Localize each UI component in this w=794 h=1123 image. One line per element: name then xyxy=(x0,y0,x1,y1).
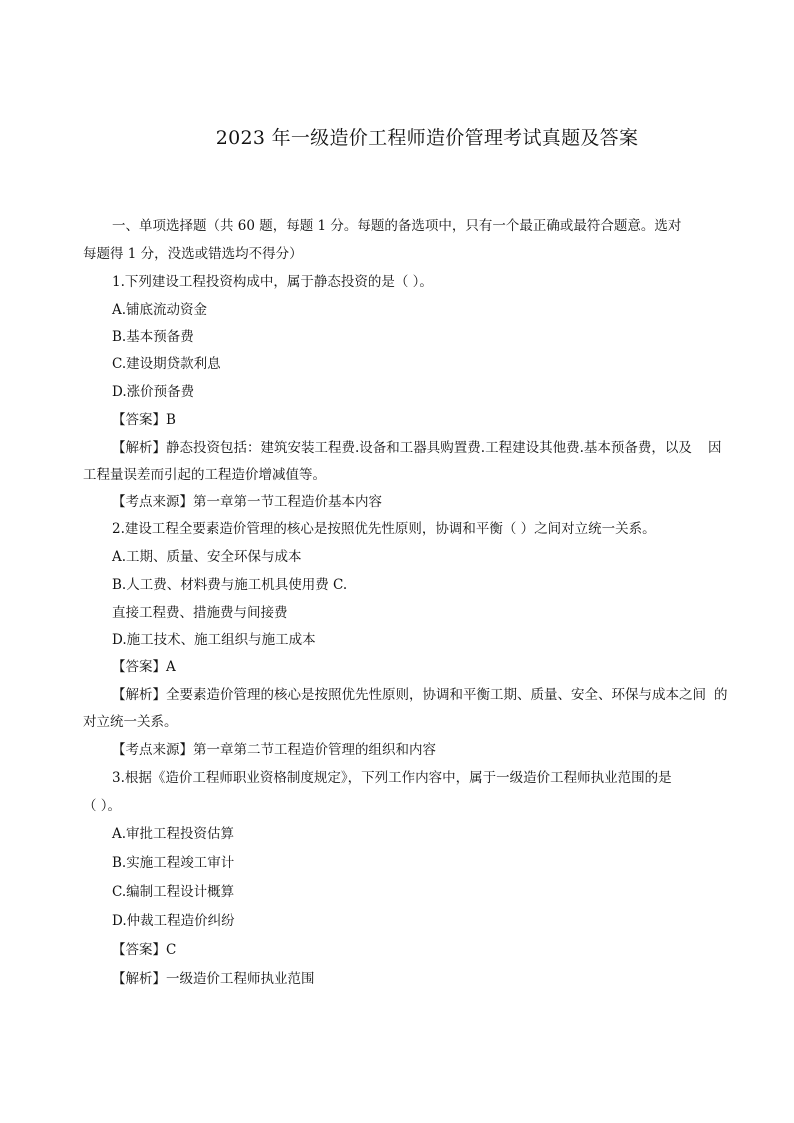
q3-option-c: C.编制工程设计概算 xyxy=(112,884,235,900)
q3-option-a: A.审批工程投资估算 xyxy=(112,826,235,842)
q3-option-b: B.实施工程竣工审计 xyxy=(112,855,235,871)
document-title: 2023 年一级造价工程师造价管理考试真题及答案 xyxy=(215,127,639,149)
q1-answer: 【答案】B xyxy=(112,412,176,428)
q2-source: 【考点来源】第一章第二节工程造价管理的组织和内容 xyxy=(112,742,436,758)
q2-analysis-line-1: 【解析】全要素造价管理的核心是按照优先性原则，协调和平衡工期、质量、安全、环保与成本之间 xyxy=(112,687,706,703)
q2-option-d: D.施工技术、施工组织与施工成本 xyxy=(112,632,316,648)
q2-analysis-line-1-tail: 的 xyxy=(714,687,728,703)
q3-analysis: 【解析】一级造价工程师执业范围 xyxy=(112,971,315,987)
q3-stem-line-1: 3.根据《造价工程师职业资格制度规定》，下列工作内容中，属于一级造价工程师执业范围的是 xyxy=(112,770,672,786)
q1-option-d: D.涨价预备费 xyxy=(112,384,195,400)
q1-analysis-line-1-tail: 因 xyxy=(708,440,722,456)
q2-answer: 【答案】A xyxy=(112,659,176,675)
q1-source: 【考点来源】第一章第一节工程造价基本内容 xyxy=(112,494,382,510)
q3-stem-line-2: （ ）。 xyxy=(83,798,122,814)
q1-stem: 1.下列建设工程投资构成中，属于静态投资的是（ ）。 xyxy=(112,274,433,290)
q3-option-d: D.仲裁工程造价纠纷 xyxy=(112,913,235,929)
q1-option-a: A.铺底流动资金 xyxy=(112,302,208,318)
q3-answer: 【答案】C xyxy=(112,942,177,958)
q1-option-b: B.基本预备费 xyxy=(112,329,194,345)
q1-analysis-line-2: 工程量误差而引起的工程造价增减值等。 xyxy=(83,467,326,483)
section-header-line-2: 每题得 1 分，没选或错选均不得分） xyxy=(83,246,303,262)
q2-analysis-line-2: 对立统一关系。 xyxy=(83,714,178,730)
q1-option-c: C.建设期贷款利息 xyxy=(112,356,221,372)
q2-option-c: 直接工程费、措施费与间接费 xyxy=(112,605,288,621)
q2-option-a: A.工期、质量、安全环保与成本 xyxy=(112,549,302,565)
q2-stem: 2.建设工程全要素造价管理的核心是按照优先性原则，协调和平衡（ ）之间对立统一关系。 xyxy=(112,521,656,537)
q2-option-b: B.人工费、材料费与施工机具使用费 C. xyxy=(112,577,348,593)
q1-analysis-line-1: 【解析】静态投资包括：建筑安装工程费.设备和工器具购置费.工程建设其他费.基本预备费，以及 xyxy=(112,440,692,456)
section-header-line-1: 一、单项选择题（共 60 题，每题 1 分。每题的备选项中，只有一个最正确或最符合题意。选对 xyxy=(112,218,682,234)
